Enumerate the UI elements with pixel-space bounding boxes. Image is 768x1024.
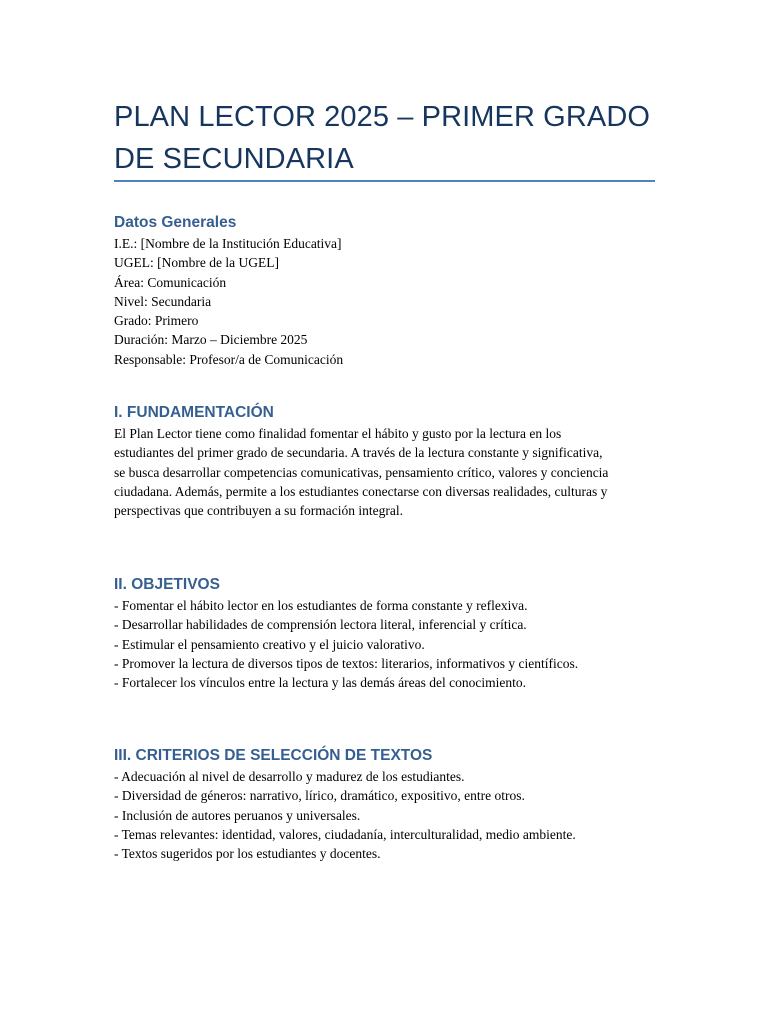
section-heading-objetivos: II. OBJETIVOS bbox=[114, 576, 220, 593]
paragraph-line: El Plan Lector tiene como finalidad fomentar el hábito y gusto por la lectura en los bbox=[114, 426, 562, 441]
list-item: - Desarrollar habilidades de comprensión lectora literal, inferencial y crítica. bbox=[114, 617, 527, 633]
section-fundamentacion bbox=[114, 402, 674, 520]
datos-line-responsable: Responsable: Profesor/a de Comunicación bbox=[114, 351, 344, 367]
list-item: - Fortalecer los vínculos entre la lectura y las demás áreas del conocimiento. bbox=[114, 675, 526, 691]
section-heading-criterios: III. CRITERIOS DE SELECCIÓN DE TEXTOS bbox=[114, 747, 433, 764]
section-criterios bbox=[114, 745, 674, 863]
list-item: - Temas relevantes: identidad, valores, ciudadanía, interculturalidad, medio ambiente. bbox=[114, 826, 576, 842]
datos-line-area: Área: Comunicación bbox=[114, 274, 227, 290]
list-item: - Estimular el pensamiento creativo y el juicio valorativo. bbox=[114, 636, 425, 652]
datos-line-duracion: Duración: Marzo – Diciembre 2025 bbox=[114, 332, 308, 348]
list-item: - Fomentar el hábito lector en los estudiantes de forma constante y reflexiva. bbox=[114, 598, 528, 613]
section-objetivos bbox=[114, 574, 674, 692]
datos-line-ie: I.E.: [Nombre de la Institución Educativa] bbox=[114, 236, 342, 251]
paragraph-line: estudiantes del primer grado de secundaria. A través de la lectura constante y significativa, bbox=[114, 445, 603, 461]
datos-line-ugel: UGEL: [Nombre de la UGEL] bbox=[114, 255, 279, 271]
paragraph-line: ciudadana. Además, permite a los estudiantes conectarse con diversas realidades, culturas y bbox=[114, 483, 608, 499]
document-title: PLAN LECTOR 2025 – PRIMER GRADO DE SECUNDARIA bbox=[114, 101, 651, 175]
section-datos-generales bbox=[114, 212, 674, 369]
section-heading-fundamentacion: I. FUNDAMENTACIÓN bbox=[114, 404, 274, 421]
section-heading-datos-generales: Datos Generales bbox=[114, 214, 237, 231]
fundamentacion-paragraph bbox=[114, 424, 674, 520]
paragraph-line: perspectivas que contribuyen a su formación integral. bbox=[114, 503, 404, 519]
list-item: - Diversidad de géneros: narrativo, lírico, dramático, expositivo, entre otros. bbox=[114, 788, 525, 804]
title-underline bbox=[114, 180, 655, 182]
list-item: - Textos sugeridos por los estudiantes y docentes. bbox=[114, 846, 381, 862]
datos-line-nivel: Nivel: Secundaria bbox=[114, 293, 212, 309]
datos-line-grado: Grado: Primero bbox=[114, 313, 199, 329]
paragraph-line: se busca desarrollar competencias comunicativas, pensamiento crítico, valores y conciencia bbox=[114, 464, 609, 480]
list-item: - Inclusión de autores peruanos y universales. bbox=[114, 807, 361, 823]
list-item: - Adecuación al nivel de desarrollo y madurez de los estudiantes. bbox=[114, 769, 465, 784]
list-item: - Promover la lectura de diversos tipos de textos: literarios, informativos y científicos. bbox=[114, 655, 579, 671]
